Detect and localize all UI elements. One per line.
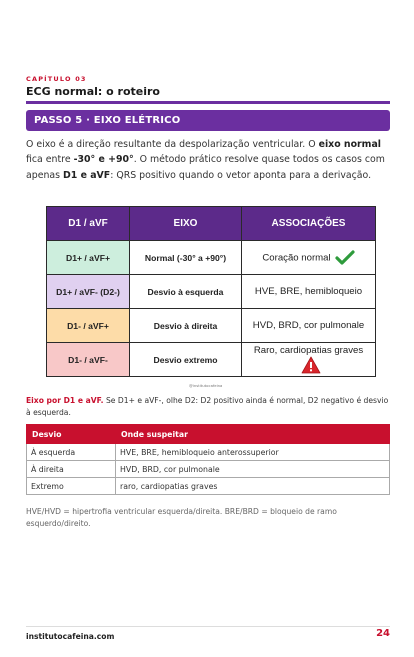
title-divider — [26, 101, 390, 104]
chapter-title: ECG normal: o roteiro — [26, 85, 160, 98]
intro-bold-normal-axis: eixo normal — [318, 139, 381, 150]
suspect-table — [26, 424, 390, 495]
association-text: HVE, BRE, hemibloqueio — [254, 286, 363, 297]
suspect-cell: HVD, BRD, cor pulmonale — [116, 461, 390, 478]
axis-table-header: D1 / aVF — [47, 207, 130, 241]
suspect-table-header: Onde suspeitar — [116, 425, 390, 444]
intro-paragraph — [26, 137, 392, 183]
footer-site-link[interactable]: institutocafeina.com — [26, 632, 115, 641]
page-number: 24 — [376, 628, 390, 639]
axis-table-header: EIXO — [130, 207, 242, 241]
deviation-cell: À esquerda — [27, 444, 116, 461]
chapter-label: CAPÍTULO 03 — [26, 75, 87, 83]
intro-text: : QRS positivo quando o vetor aponta para a derivação. — [110, 169, 372, 181]
watermark: @institutocafeina — [189, 383, 223, 388]
step-title: PASSO 5 · EIXO ELÉTRICO — [34, 115, 181, 126]
deviation-cell: Extremo — [27, 478, 116, 495]
axis-table-row — [47, 309, 376, 343]
warning-icon — [301, 356, 321, 374]
suspect-cell: HVE, BRE, hemibloqueio anterossuperior — [116, 444, 390, 461]
intro-bold-leads: D1 e aVF — [63, 169, 111, 181]
axis-table-header: ASSOCIAÇÕES — [242, 207, 376, 241]
d1-avf-cell: D1+ / aVF+ — [47, 241, 130, 275]
axis-table — [46, 206, 376, 377]
suspect-table-header: Desvio — [27, 425, 116, 444]
deviation-cell: À direita — [27, 461, 116, 478]
d1-avf-cell: D1+ / aVF- (D2-) — [47, 275, 130, 309]
d1-avf-cell: D1- / aVF+ — [47, 309, 130, 343]
intro-text: fica entre — [26, 154, 74, 166]
axis-table-row — [47, 343, 376, 377]
table-caption — [26, 395, 392, 419]
caption-text: Se D1+ e aVF-, olhe D2: D2 positivo ainda é normal, D2 negativo é desvio à esquerda. — [26, 396, 389, 417]
table-row — [27, 444, 390, 461]
association-cell — [242, 241, 376, 275]
caption-lead: Eixo por D1 e aVF. — [26, 396, 104, 405]
footer-divider — [26, 626, 390, 627]
step-heading-bar — [26, 110, 390, 131]
check-icon — [335, 250, 355, 266]
abbreviation-note: HVE/HVD = hipertrofia ventricular esquerda/direita. BRE/BRD = bloqueio de ramo esquerdo/direito. — [26, 507, 337, 528]
axis-table-row — [47, 241, 376, 275]
axis-table-row — [47, 275, 376, 309]
association-text: HVD, BRD, cor pulmonale — [252, 320, 365, 331]
intro-text: . O método prático resolve quase todos os casos com apenas — [26, 154, 385, 181]
association-cell — [242, 343, 376, 377]
axis-cell: Normal (-30° a +90°) — [130, 241, 242, 275]
axis-cell: Desvio à esquerda — [130, 275, 242, 309]
axis-cell: Desvio à direita — [130, 309, 242, 343]
axis-cell: Desvio extremo — [130, 343, 242, 377]
table-row — [27, 478, 390, 495]
association-text: Coração normal — [262, 252, 331, 264]
association-text: Raro, cardiopatias graves — [253, 345, 364, 356]
intro-bold-range: -30° e +90° — [73, 154, 134, 166]
association-cell — [242, 275, 376, 309]
intro-text: O eixo é a direção resultante da despolarização ventricular. O — [26, 139, 319, 150]
table-row — [27, 461, 390, 478]
association-cell — [242, 309, 376, 343]
suspect-cell: raro, cardiopatias graves — [116, 478, 390, 495]
d1-avf-cell: D1- / aVF- — [47, 343, 130, 377]
